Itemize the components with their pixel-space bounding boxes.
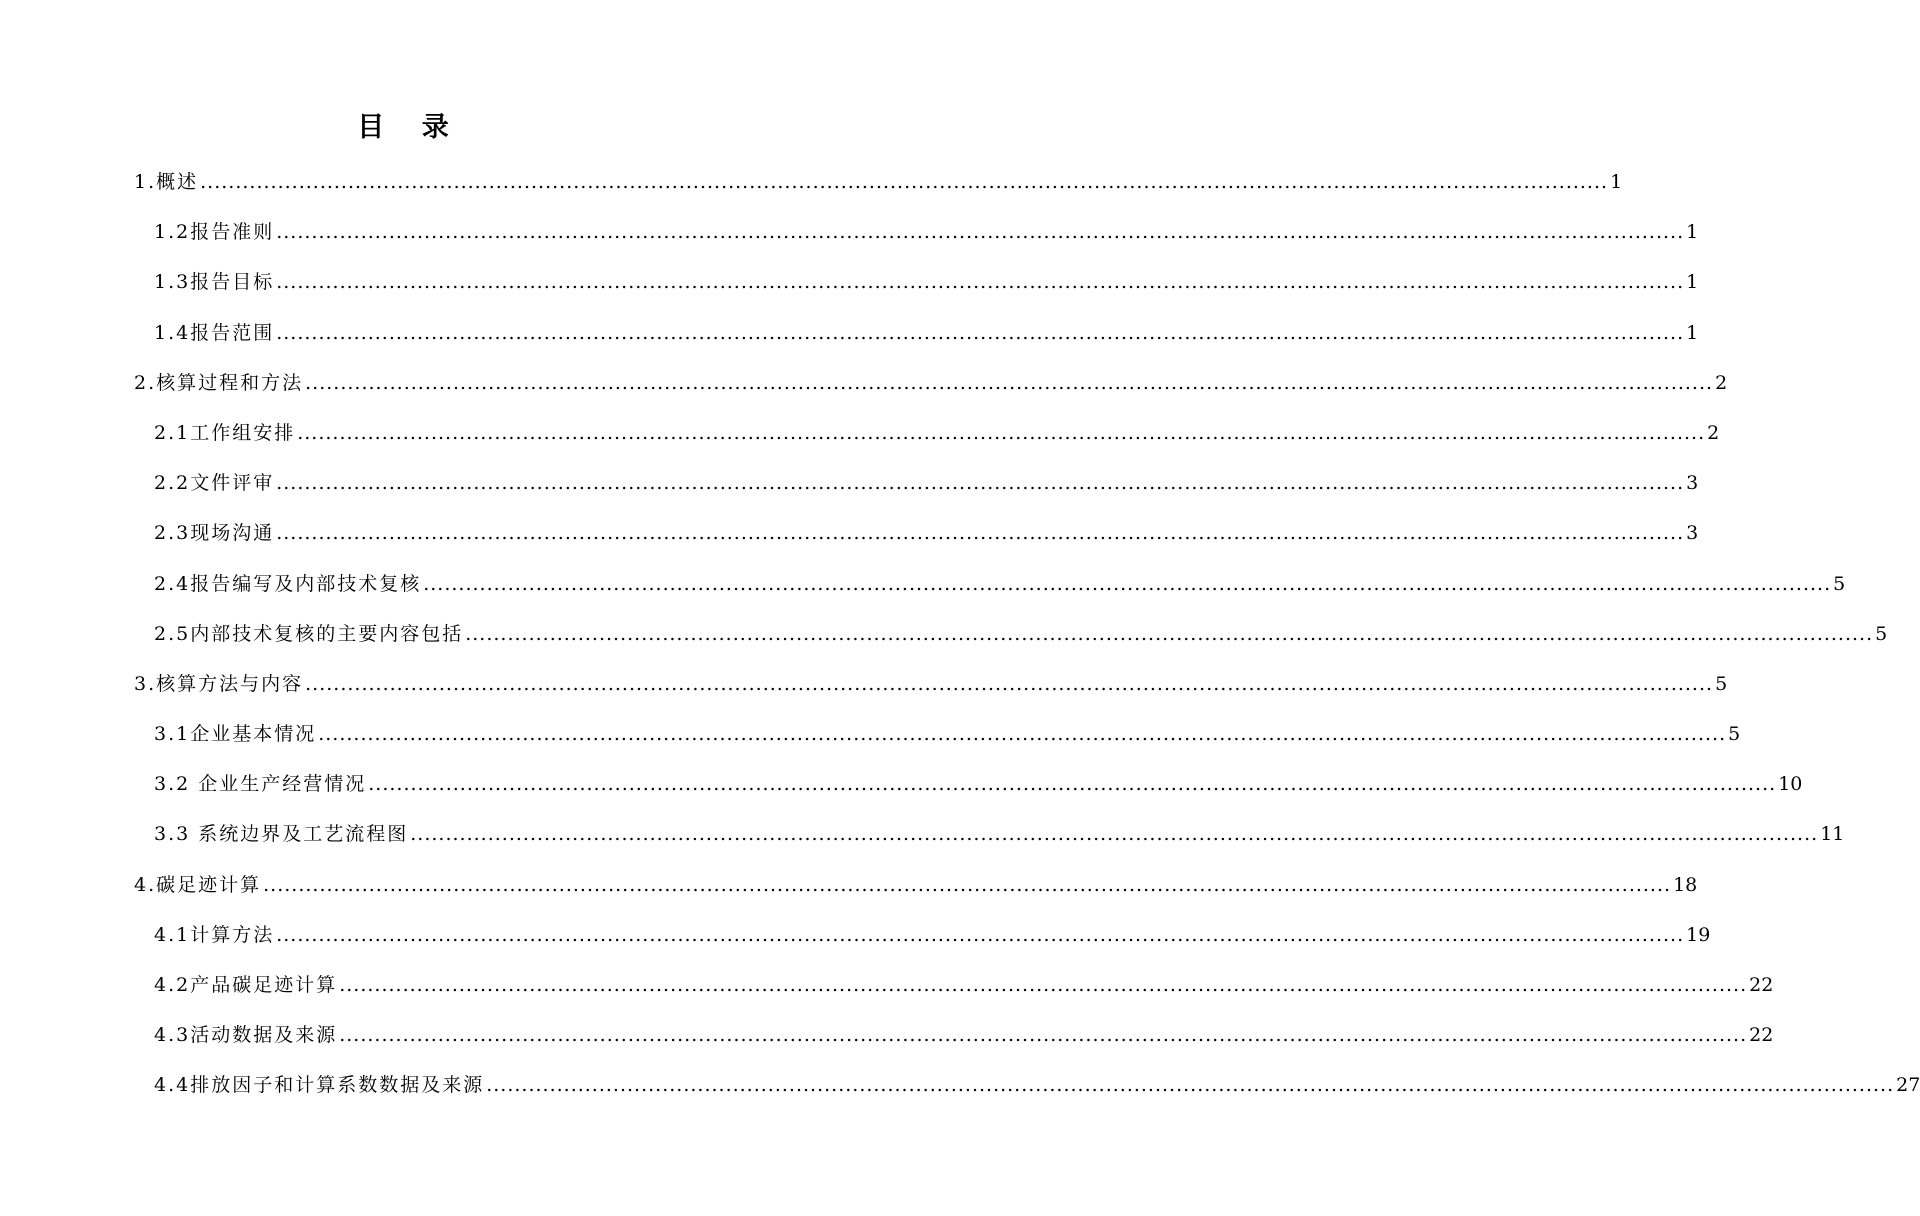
- toc-entry-label: 4.1计算方法: [154, 923, 275, 946]
- toc-leader-dots: ........................................................................................................................................................................................................: [276, 321, 1685, 344]
- toc-entry[interactable]: [0, 1016, 1774, 1066]
- toc-leader-dots: ........................................................................................................................................................................................................: [305, 371, 1714, 394]
- toc-leader-dots: ........................................................................................................................................................................................................: [410, 823, 1819, 846]
- toc-entry-label: 4.2产品碳足迹计算: [154, 974, 338, 996]
- toc-leader-dots: ........................................................................................................................................................................................................: [423, 572, 1832, 595]
- toc-entry-page: 3: [1686, 472, 1699, 495]
- toc-entry-label: 2.4报告编写及内部技术复核: [154, 572, 422, 595]
- toc-leader-dots: ........................................................................................................................................................................................................: [465, 622, 1874, 645]
- toc-leader-dots: ........................................................................................................................................................................................................: [276, 271, 1685, 294]
- toc-entry[interactable]: [0, 815, 1845, 865]
- toc-leader-dots: ........................................................................................................................................................................................................: [200, 171, 1609, 193]
- toc-leader-dots: ........................................................................................................................................................................................................: [339, 1024, 1748, 1047]
- toc-entry-label: 1.概述: [134, 171, 199, 193]
- toc-entry-label: 3.核算方法与内容: [134, 672, 304, 695]
- toc-entry-page: 18: [1673, 873, 1698, 896]
- toc-leader-dots: ........................................................................................................................................................................................................: [339, 974, 1748, 996]
- toc-entry[interactable]: [0, 615, 1888, 665]
- toc-entry[interactable]: [0, 514, 1699, 564]
- toc-leader-dots: ........................................................................................................................................................................................................: [276, 221, 1685, 244]
- toc-entry[interactable]: [0, 163, 1623, 213]
- toc-entry-page: 5: [1875, 622, 1888, 645]
- toc-entry[interactable]: [0, 866, 1698, 916]
- toc-entry-page: 5: [1833, 572, 1846, 595]
- toc-entry-page: 1: [1686, 221, 1699, 244]
- toc-leader-dots: ........................................................................................................................................................................................................: [305, 672, 1714, 695]
- toc-leader-dots: ........................................................................................................................................................................................................: [276, 923, 1685, 946]
- toc-entry[interactable]: [0, 213, 1699, 263]
- toc-entry[interactable]: [0, 414, 1720, 464]
- toc-entry-page: 1: [1686, 321, 1699, 344]
- toc-entry-page: 3: [1686, 522, 1699, 545]
- toc-entry-page: 11: [1820, 823, 1845, 846]
- toc-entry-label: 3.1企业基本情况: [154, 723, 317, 746]
- toc-entry[interactable]: [0, 565, 1846, 615]
- toc-entry-label: 4.碳足迹计算: [134, 873, 262, 896]
- toc-entry[interactable]: [0, 314, 1699, 364]
- toc-entry-page: 10: [1778, 773, 1803, 796]
- toc-entry-page: 2: [1707, 421, 1720, 444]
- toc-entry-label: 1.3报告目标: [154, 271, 275, 294]
- toc-entry[interactable]: [0, 665, 1728, 715]
- toc-leader-dots: ........................................................................................................................................................................................................: [276, 522, 1685, 545]
- toc-entry-page: 5: [1728, 723, 1741, 746]
- toc-entry[interactable]: [0, 916, 1711, 966]
- toc-entry-label: 3.2 企业生产经营情况: [154, 773, 367, 796]
- toc-list: [0, 163, 1920, 1117]
- toc-leader-dots: ........................................................................................................................................................................................................: [263, 873, 1672, 896]
- toc-entry-page: 22: [1749, 974, 1774, 996]
- toc-entry[interactable]: [0, 715, 1741, 765]
- toc-entry-label: 1.2报告准则: [154, 221, 275, 244]
- toc-entry[interactable]: [0, 364, 1728, 414]
- toc-entry-label: 4.3活动数据及来源: [154, 1024, 338, 1047]
- toc-entry-page: 27: [1896, 1074, 1920, 1097]
- toc-entry[interactable]: [0, 765, 1803, 815]
- toc-entry-page: 1: [1686, 271, 1699, 294]
- toc-entry-label: 2.核算过程和方法: [134, 371, 304, 394]
- toc-entry-page: 22: [1749, 1024, 1774, 1047]
- toc-entry-label: 2.3现场沟通: [154, 522, 275, 545]
- toc-title: 目 录: [357, 112, 463, 143]
- toc-leader-dots: ........................................................................................................................................................................................................: [318, 723, 1727, 746]
- toc-entry-page: 2: [1715, 371, 1728, 394]
- toc-entry[interactable]: [0, 263, 1699, 313]
- toc-entry-label: 2.1工作组安排: [154, 421, 296, 444]
- toc-leader-dots: ........................................................................................................................................................................................................: [297, 421, 1706, 444]
- toc-leader-dots: ........................................................................................................................................................................................................: [368, 773, 1777, 796]
- toc-entry-label: 4.4排放因子和计算系数数据及来源: [154, 1074, 485, 1097]
- toc-entry[interactable]: [0, 966, 1774, 1016]
- toc-entry-page: 5: [1715, 672, 1728, 695]
- toc-entry-label: 2.2文件评审: [154, 472, 275, 495]
- toc-entry-label: 1.4报告范围: [154, 321, 275, 344]
- toc-entry-label: 2.5内部技术复核的主要内容包括: [154, 622, 464, 645]
- toc-leader-dots: ........................................................................................................................................................................................................: [486, 1074, 1895, 1097]
- toc-entry-page: 19: [1686, 923, 1711, 946]
- toc-entry-label: 3.3 系统边界及工艺流程图: [154, 823, 409, 846]
- toc-leader-dots: ........................................................................................................................................................................................................: [276, 472, 1685, 495]
- toc-entry-page: 1: [1610, 171, 1623, 193]
- toc-entry[interactable]: [0, 464, 1699, 514]
- toc-entry[interactable]: [0, 1066, 1920, 1116]
